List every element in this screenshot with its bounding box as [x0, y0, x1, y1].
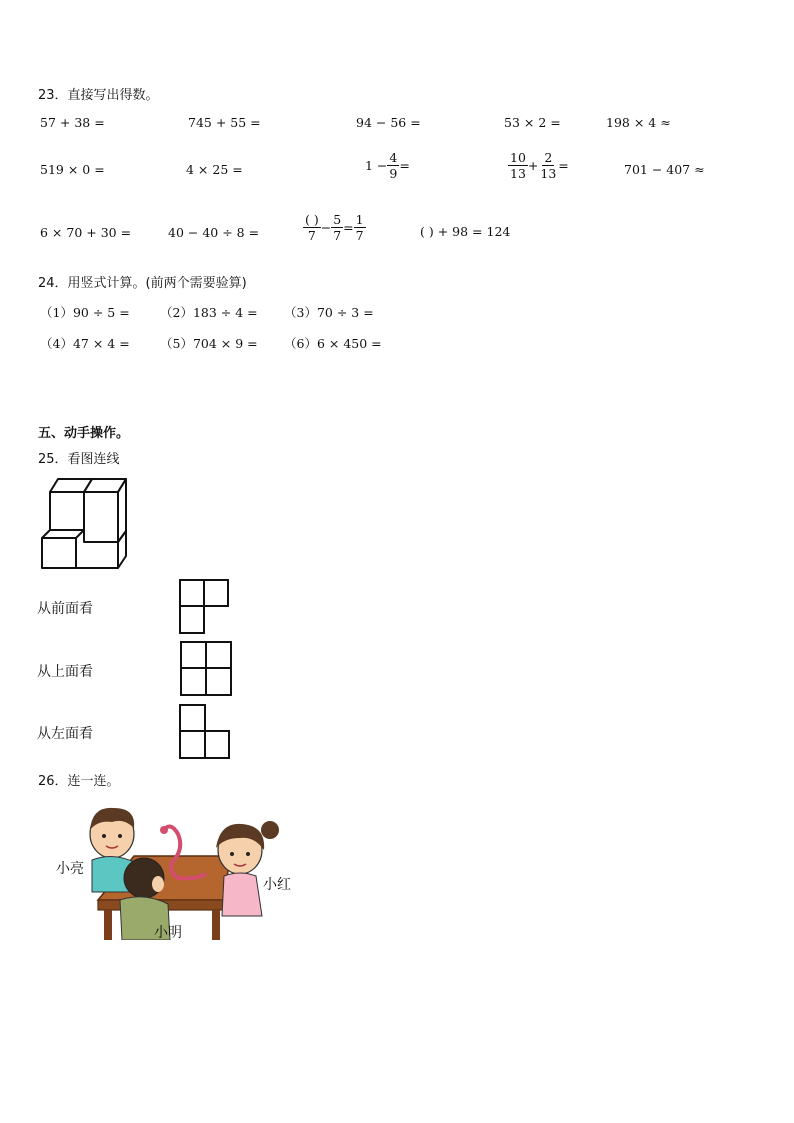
numerator: 4	[389, 150, 398, 165]
q24-item-5: （5）704 × 9 =	[160, 336, 258, 351]
equals: =	[558, 158, 569, 173]
view-label-front: 从前面看	[37, 601, 93, 617]
fraction	[387, 150, 399, 181]
q24-item-3: （3）70 ÷ 3 =	[284, 305, 374, 320]
q23-r2-e2: 4 × 25 =	[186, 162, 243, 177]
operator: +	[527, 158, 539, 173]
children-table-illustration	[74, 800, 284, 940]
q26-title: 26．连一连。	[38, 774, 120, 789]
name-label-xiaoming: 小明	[154, 925, 182, 941]
q25-title: 25．看图连线	[38, 452, 120, 467]
fraction	[508, 150, 528, 181]
q23-r2-e4	[508, 150, 569, 181]
fraction	[303, 212, 321, 243]
view-shape-c[interactable]	[179, 704, 231, 760]
cube-stack-figure	[38, 474, 132, 572]
q24-item-6: （6）6 × 450 =	[284, 336, 382, 351]
name-label-xiaoliang: 小亮	[56, 861, 84, 877]
operator: −	[320, 220, 332, 235]
blank-paren: ( )	[420, 224, 434, 239]
q23-r2-e3	[365, 150, 410, 181]
q23-r1-e3: 94 − 56 =	[356, 115, 421, 130]
q23-title: 23．直接写出得数。	[38, 88, 159, 103]
denominator: 9	[389, 166, 398, 181]
fraction	[538, 150, 558, 181]
q24-item-2: （2）183 ÷ 4 =	[160, 305, 258, 320]
q23-r3-e4-rest: + 98 = 124	[437, 224, 511, 239]
denominator: 7	[355, 228, 364, 243]
q23-r2-e1: 519 × 0 =	[40, 162, 105, 177]
blank-numerator: ( )	[305, 212, 319, 227]
fraction	[354, 212, 366, 243]
q23-r1-e1: 57 + 38 =	[40, 115, 105, 130]
denominator: 7	[333, 228, 342, 243]
q23-r1-e4: 53 × 2 =	[504, 115, 561, 130]
denominator: 7	[307, 228, 316, 243]
q23-r2-e5: 701 − 407 ≈	[624, 162, 705, 177]
numerator: 5	[333, 212, 342, 227]
q23-r2-e3-post: =	[399, 158, 410, 173]
q23-r3-e4	[420, 224, 510, 239]
q23-r2-e3-pre: 1 −	[365, 158, 388, 173]
equals: =	[343, 220, 354, 235]
numerator: 1	[355, 212, 364, 227]
view-shape-a[interactable]	[179, 579, 229, 635]
view-label-top: 从上面看	[37, 664, 93, 680]
q23-r3-e3	[303, 212, 366, 243]
numerator: 10	[510, 150, 526, 165]
q23-r3-e2: 40 − 40 ÷ 8 =	[168, 225, 260, 240]
name-label-xiaohong: 小红	[263, 877, 291, 893]
denominator: 13	[540, 166, 557, 181]
q24-item-4: （4）47 × 4 =	[40, 336, 130, 351]
view-label-left: 从左面看	[37, 726, 93, 742]
fraction	[331, 212, 343, 243]
section-title: 五、动手操作。	[38, 426, 130, 441]
view-shape-b[interactable]	[180, 641, 232, 697]
q23-r1-e2: 745 + 55 =	[188, 115, 261, 130]
q23-r1-e5: 198 × 4 ≈	[606, 115, 671, 130]
q24-item-1: （1）90 ÷ 5 =	[40, 305, 130, 320]
numerator: 2	[544, 150, 553, 165]
denominator: 13	[510, 166, 526, 181]
q24-title: 24．用竖式计算。(前两个需要验算)	[38, 276, 247, 291]
q23-r3-e1: 6 × 70 + 30 =	[40, 225, 132, 240]
